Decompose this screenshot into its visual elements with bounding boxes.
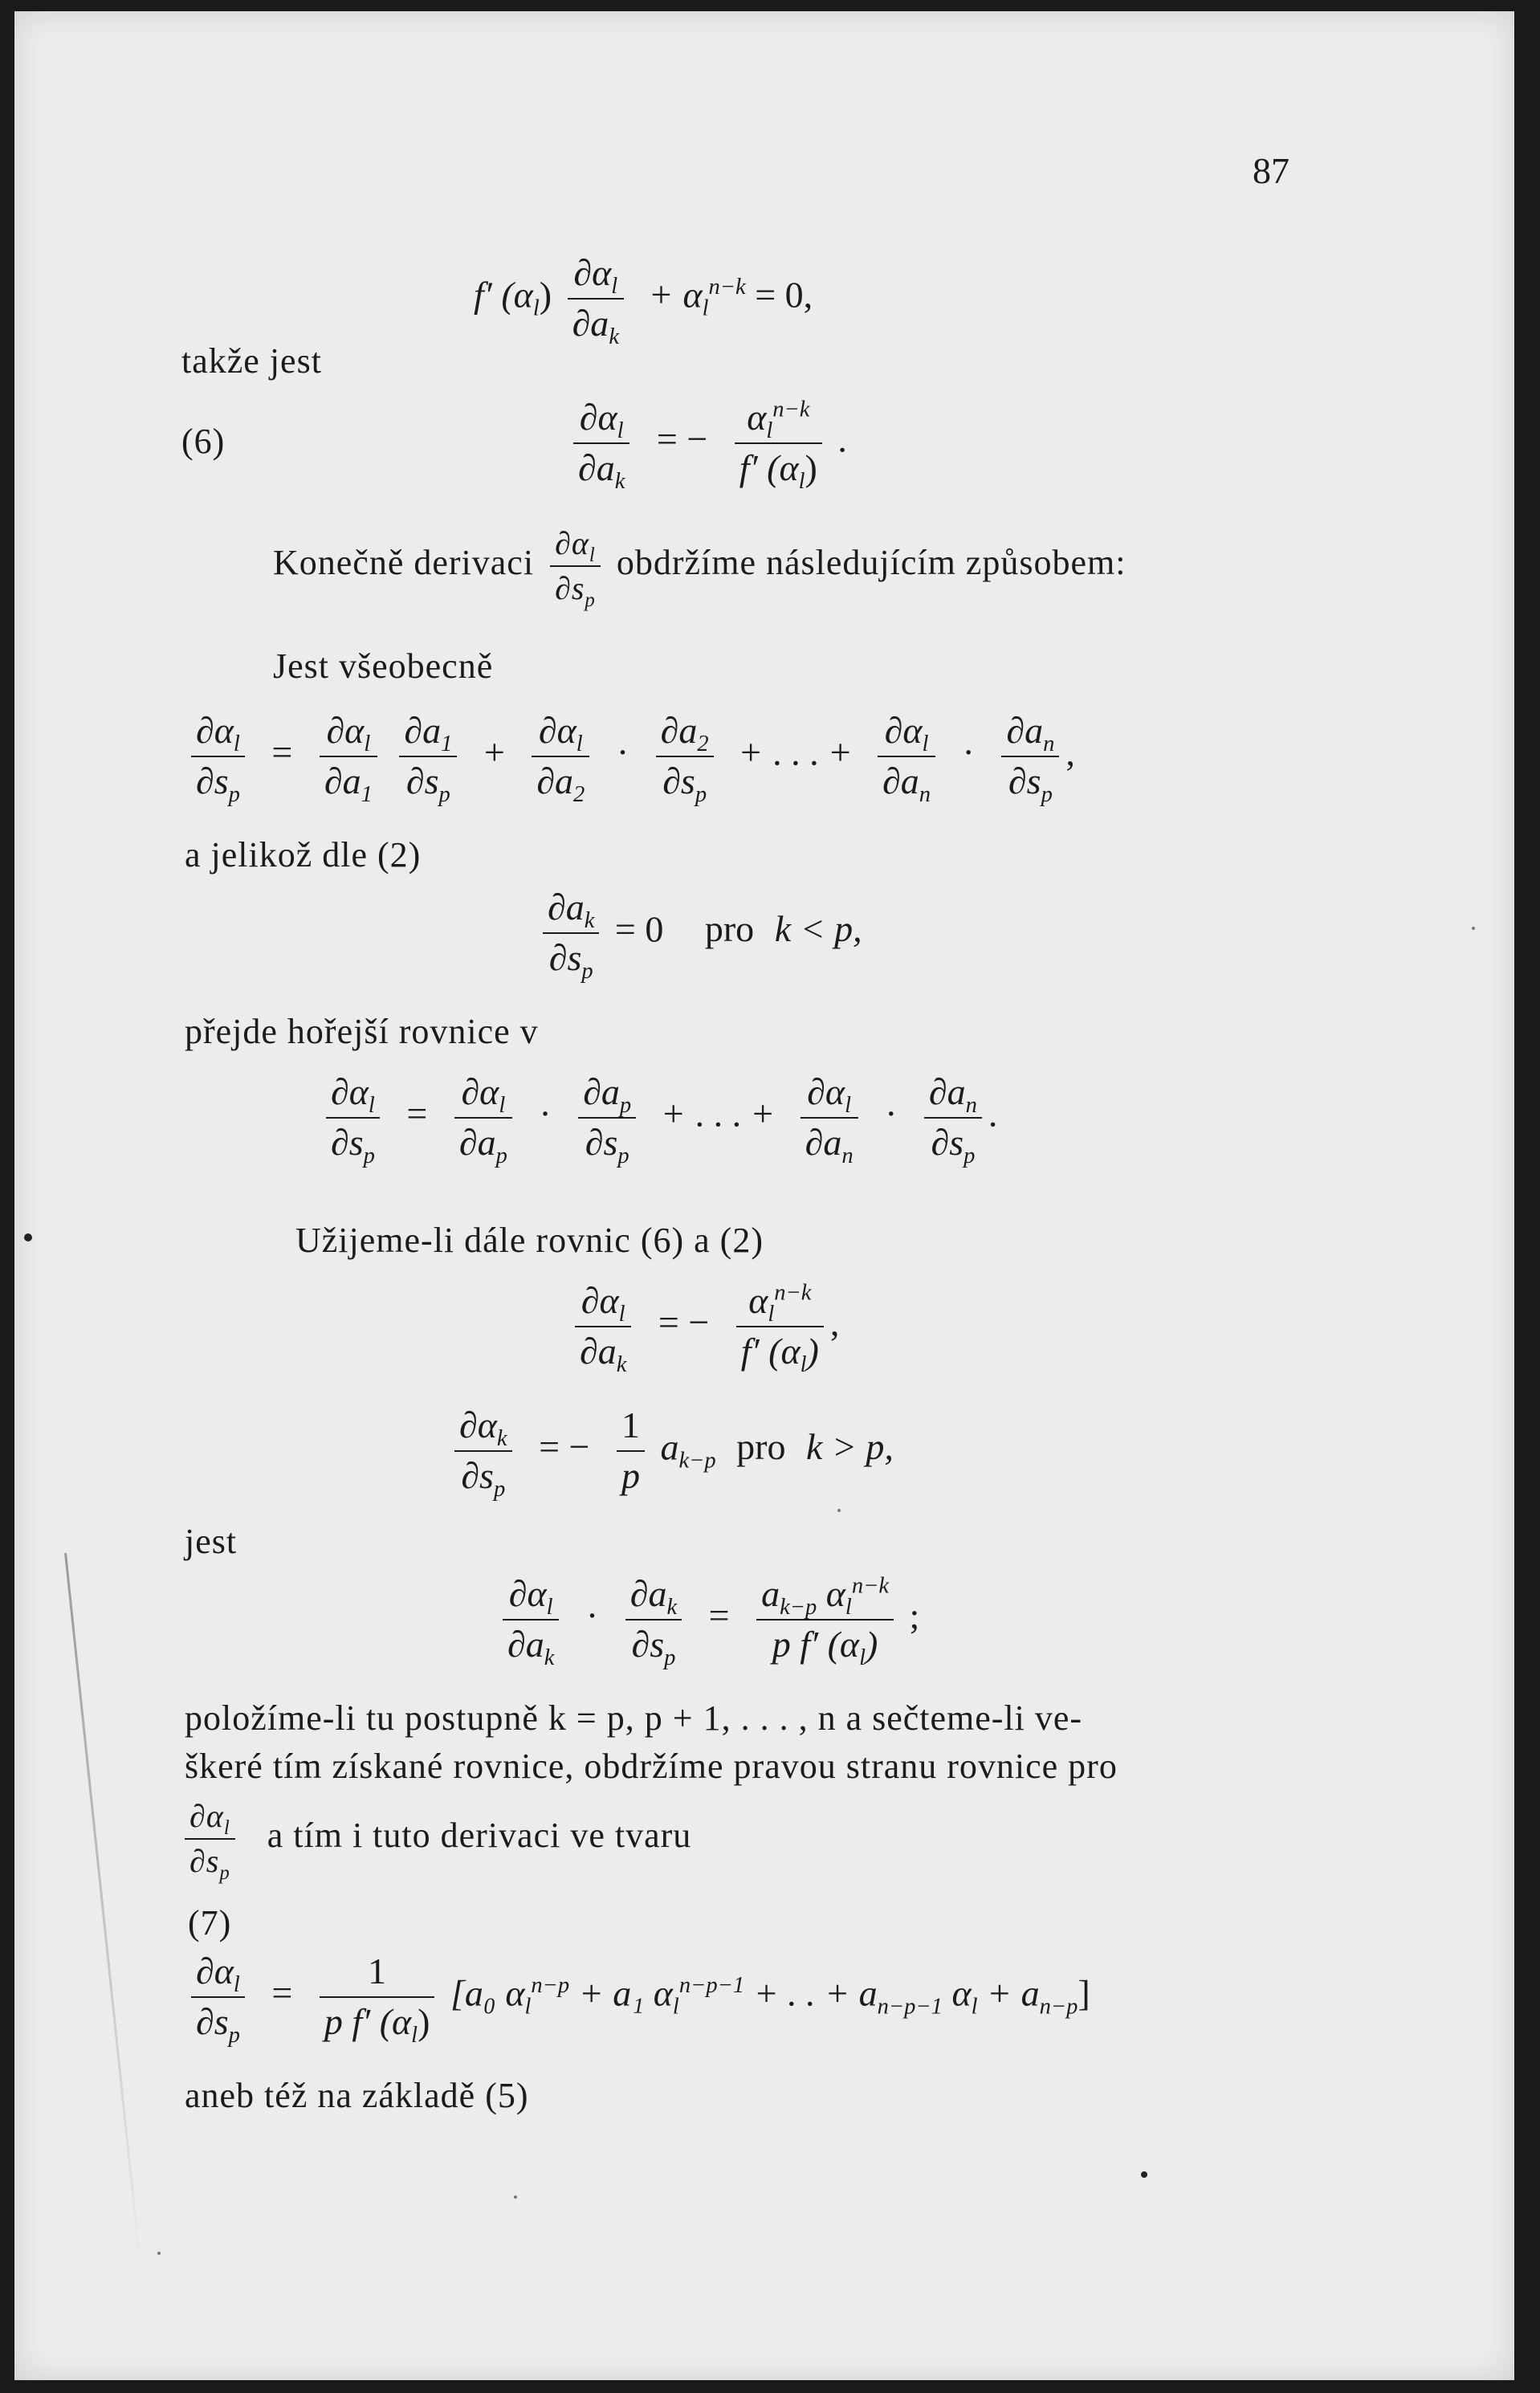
text-jest: jest (185, 1522, 238, 1561)
equation-7: $\frac{\partial\alpha_l}{\partial s_p}$ = $\frac{1}{p f' (\alpha_l)}$ [a₀ $\alpha_l^{n-p} + a_1$ $\alpha_l^{n-p-1}$ + . . + $a_{n-p-1}$ $\alpha_l + a_{n-p}$] (185, 1951, 1090, 2044)
text-uzijeme: Užijeme-li dále rovnic (6) a (2) (295, 1221, 764, 1260)
scan-speck (837, 1509, 841, 1512)
text-skere: škeré tím získané rovnice, obdržíme pravou stranu rovnice pro (185, 1747, 1118, 1786)
scan-speck (24, 1233, 32, 1241)
text-polozime: položíme-li tu postupně k = p, p + 1, . . . , n a sečteme-li ve- (185, 1698, 1083, 1738)
text-tim: $\frac{\partial\alpha_l}{\partial s_p}$ a tím i tuto derivaci ve tvaru (185, 1798, 691, 1880)
text-prejde: přejde hořejší rovnice v (185, 1012, 539, 1051)
text-jest-vseobecne: Jest všeobecně (273, 646, 494, 686)
book-page (14, 11, 1514, 2380)
scan-speck (514, 2195, 517, 2199)
scan-speck (1141, 2171, 1147, 2178)
equation-6: $\frac{\partial\alpha_l}{\partial a_k}$ = − $\frac{\alpha_l^{n-k}}{f' (\alpha_l)}$ . (567, 397, 847, 490)
equation-general: $\frac{\partial\alpha_l}{\partial s_p}$ = $\frac{\partial\alpha_l}{\partial a_1}$ $\frac{\partial a_1}{\partial s_p}$ + $\frac{\partial\alpha_l}{\partial a_2}$ · $\frac{\partial a_2}{\partial s_p}$ + . . . + $\frac{\partial\alpha_l}{\partial a_n}$ · $\frac{\partial a_n}{\partial s_p}$ , (185, 710, 1075, 803)
equation-zero: $\frac{\partial a_k}{\partial s_p}$ = 0 pro k < p, (536, 887, 862, 980)
equation-product: $\frac{\partial\alpha_l}{\partial a_k}$ · $\frac{\partial a_k}{\partial s_p}$ = $\frac{a_{k-p} \alpha_l^{n-k}}{p f' (\alpha_l)}$ ; (496, 1573, 919, 1666)
equation-6-repeat: $\frac{\partial\alpha_l}{\partial a_k}$ = − $\frac{\alpha_l^{n-k}}{f' (\alpha_l)}$ , (568, 1280, 839, 1373)
equation-top: f′ $(\alpha_l)$ $\frac{\partial\alpha_l}{\partial a_k}$ + $\alpha_l^{n-k} = 0$, (474, 252, 813, 350)
page-number: 87 (1253, 150, 1289, 191)
fraction: $\frac{\partial\alpha_l}{\partial a_k}$ (568, 252, 624, 345)
text-takze-jest: takže jest (181, 341, 322, 381)
equation-label-7: (7) (188, 1903, 232, 1943)
equation-label-6: (6) (181, 422, 226, 461)
text-aneb: aneb též na základě (5) (185, 2076, 529, 2115)
scan-speck (1472, 927, 1475, 930)
scan-speck (157, 2252, 161, 2255)
equation-reduced: $\frac{\partial\alpha_l}{\partial s_p}$ = $\frac{\partial\alpha_l}{\partial a_p}$ · $\frac{\partial a_p}{\partial s_p}$ + . . . + $\frac{\partial\alpha_l}{\partial a_n}$ · $\frac{\partial a_n}{\partial s_p}$ . (320, 1071, 997, 1164)
text-jelikoz: a jelikož dle (2) (185, 835, 422, 874)
text-konecne: Konečně derivaci $\frac{\partial\alpha_l}{\partial s_p}$ obdržíme následujícím způsobem: (273, 525, 1126, 611)
scan-edge-line (64, 1553, 142, 2272)
equation-ak: $\frac{\partial\alpha_k}{\partial s_p}$ = − $\frac{1}{p}$ $a_{k-p}$ pro k > p, (448, 1404, 894, 1498)
